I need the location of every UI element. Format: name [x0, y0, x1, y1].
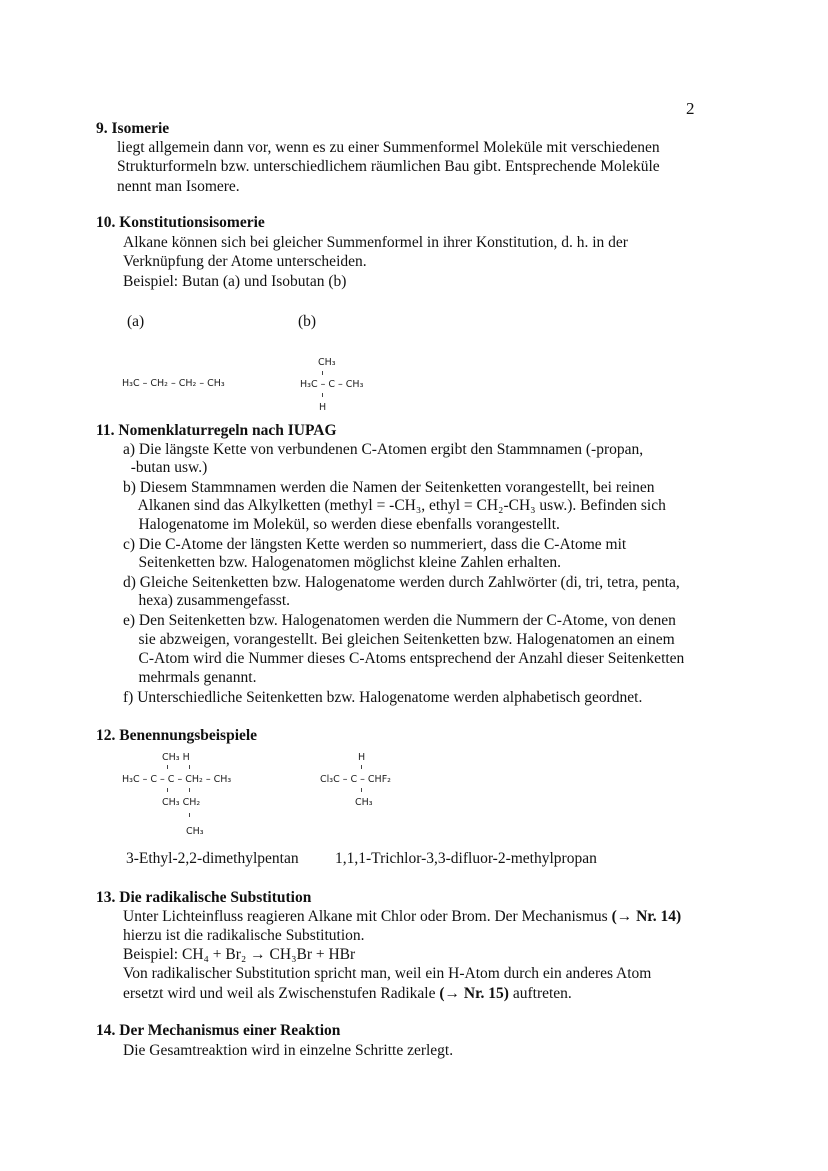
text-line: Von radikalischer Substitution spricht man, weil ein H-Atom durch ein anderes Atom — [123, 965, 652, 982]
text-line: liegt allgemein dann vor, wenn es zu einer Summenformel Moleküle mit verschiedenen — [117, 139, 660, 156]
heading-radikalische-substitution: 13. Die radikalische Substitution — [96, 889, 312, 906]
rule-line: Seitenketten bzw. Halogenatomen möglichst kleine Zahlen erhalten. — [123, 554, 562, 571]
heading-nomenklatur: 11. Nomenklaturregeln nach IUPAG — [96, 422, 337, 439]
rule-line: b) Diesem Stammnamen werden die Namen der Seitenketten vorangestellt, bei reinen — [123, 479, 655, 496]
m1-name: 3-Ethyl-2,2-dimethylpentan — [126, 850, 299, 867]
reference-nr14: (→ Nr. 14) — [611, 908, 682, 925]
isobutan-top: CH₃ — [318, 357, 336, 368]
rule-line: hexa) zusammengefasst. — [123, 592, 290, 609]
rule-line: a) Die längste Kette von verbundenen C-Atomen ergibt den Stammnamen (-propan, — [123, 441, 644, 458]
butan-formula: H₃C – CH₂ – CH₂ – CH₃ — [122, 378, 225, 389]
m2-top: H — [358, 752, 366, 763]
rule-line: f) Unterschiedliche Seitenketten bzw. Halogenatome werden alphabetisch geordnet. — [123, 689, 643, 706]
m1-bottom2: CH₃ — [186, 826, 204, 837]
heading-benennungsbeispiele: 12. Benennungsbeispiele — [96, 727, 258, 744]
text-line: Unter Lichteinfluss reagieren Alkane mit Chlor oder Brom. Der Mechanismus (→ Nr. 14) — [123, 908, 682, 925]
rule-line: Alkanen sind das Alkylketten (methyl = -CH₃, ethyl = CH₂-CH₃ usw.). Befinden sich — [123, 497, 666, 514]
m2-main: Cl₃C – C – CHF₂ — [320, 774, 391, 785]
rule-line: sie abzweigen, vorangestellt. Bei gleichen Seitenketten bzw. Halogenatomen an einem — [123, 631, 675, 648]
m1-main: H₃C – C – C – CH₂ – CH₃ — [122, 774, 232, 785]
m2-bottom: CH₃ — [355, 797, 373, 808]
m1-bottom: CH₃ CH₂ — [162, 797, 201, 808]
label-b: (b) — [298, 313, 317, 330]
rule-line: mehrmals genannt. — [123, 669, 257, 686]
rule-line: C-Atom wird die Nummer dieses C-Atoms entsprechend der Anzahl dieser Seitenketten — [123, 650, 685, 667]
heading-mechanismus: 14. Der Mechanismus einer Reaktion — [96, 1022, 341, 1039]
label-a: (a) — [127, 313, 145, 330]
heading-isomerie: 9. Isomerie — [96, 120, 170, 137]
heading-konstitutionsisomerie: 10. Konstitutionsisomerie — [96, 214, 265, 231]
rule-line: c) Die C-Atome der längsten Kette werden so nummeriert, dass die C-Atome mit — [123, 536, 627, 553]
rule-line: d) Gleiche Seitenketten bzw. Halogenatome werden durch Zahlwörter (di, tri, tetra, penta, — [123, 574, 680, 591]
reaction-equation: Beispiel: CH₄ + Br₂ → CH₃Br + HBr — [123, 946, 356, 963]
m1-top: CH₃ H — [162, 752, 190, 763]
page-number: 2 — [686, 99, 695, 118]
text-line: nennt man Isomere. — [117, 178, 240, 195]
rule-line: -butan usw.) — [123, 459, 208, 476]
text-line: Beispiel: Butan (a) und Isobutan (b) — [123, 273, 347, 290]
isobutan-bottom: H — [319, 402, 327, 413]
rule-line: Halogenatome im Molekül, so werden diese ebenfalls vorangestellt. — [123, 516, 560, 533]
reference-nr15: (→ Nr. 15) — [439, 985, 509, 1002]
text-line: Alkane können sich bei gleicher Summenformel in ihrer Konstitution, d. h. in der — [123, 234, 628, 251]
text-line: hierzu ist die radikalische Substitution. — [123, 927, 365, 944]
text-line: Verknüpfung der Atome unterscheiden. — [123, 253, 367, 270]
text-line: ersetzt wird und weil als Zwischenstufen Radikale (→ Nr. 15) auftreten. — [123, 985, 572, 1002]
isobutan-main: H₃C – C – CH₃ — [300, 379, 364, 390]
text-line: Strukturformeln bzw. unterschiedlichem räumlichen Bau gibt. Entsprechende Moleküle — [117, 158, 660, 175]
m2-name: 1,1,1-Trichlor-3,3-difluor-2-methylpropan — [335, 850, 597, 867]
text-line: Die Gesamtreaktion wird in einzelne Schritte zerlegt. — [123, 1042, 454, 1059]
rule-line: e) Den Seitenketten bzw. Halogenatomen werden die Nummern der C-Atome, von denen — [123, 612, 676, 629]
